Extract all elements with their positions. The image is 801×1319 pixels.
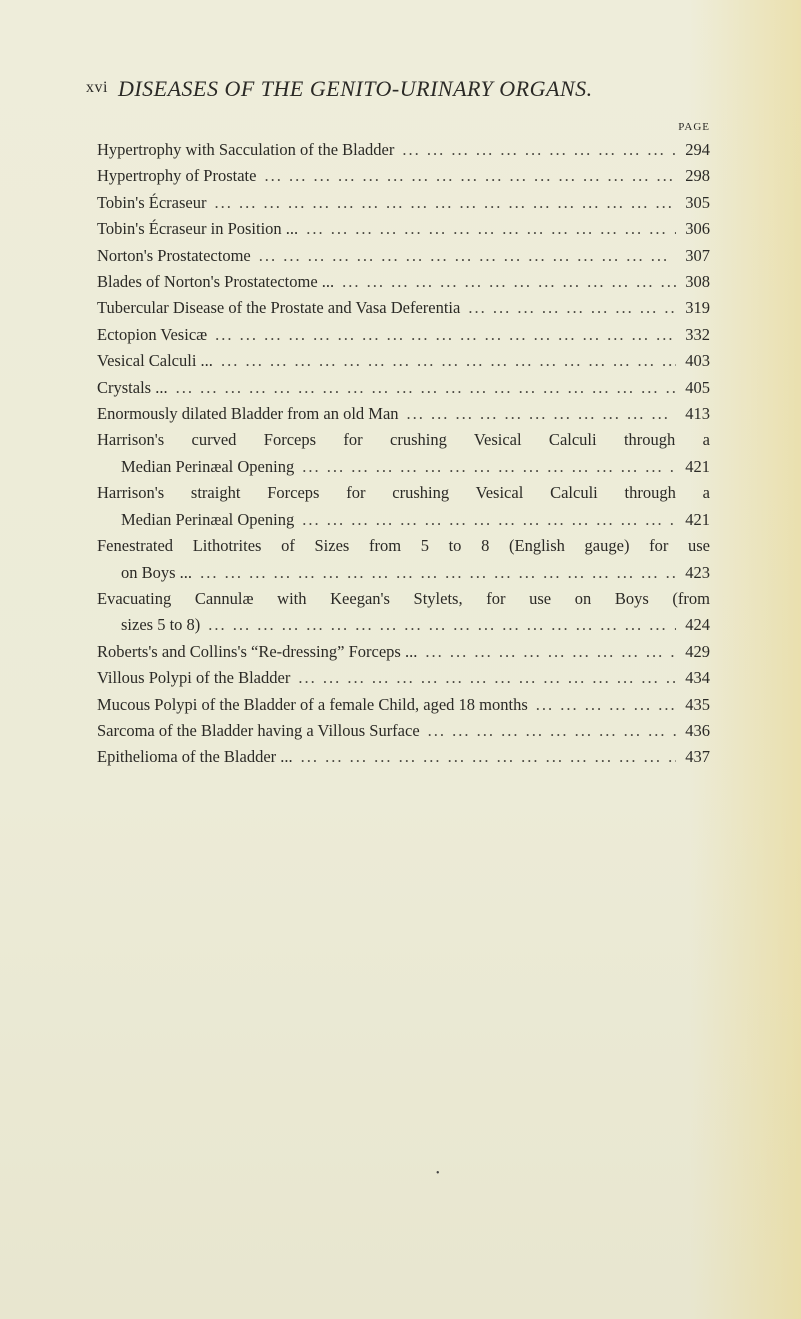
dot-leader <box>402 137 676 163</box>
dot-leader <box>259 243 676 269</box>
page-number: 437 <box>685 747 710 767</box>
page-number: 332 <box>685 324 710 344</box>
dot-leader <box>468 295 676 321</box>
dot-leader <box>301 744 676 770</box>
dot-leader <box>200 560 676 586</box>
list-item <box>97 480 710 533</box>
page-number: 429 <box>685 641 710 661</box>
page-title: DISEASES OF THE GENITO-URINARY ORGANS. <box>117 76 593 101</box>
dot-leader <box>536 692 676 718</box>
entry-title <box>97 216 710 242</box>
entry-text: Evacuating Cannulæ with Keegan's Stylets, for use on Boys (from <box>97 588 710 608</box>
entry-title <box>97 137 710 163</box>
list-item <box>97 163 710 189</box>
entry-title <box>97 243 710 269</box>
entry-text: Roberts's and Collins's “Re-dressing” Forceps ... <box>97 641 418 661</box>
entry-title <box>97 269 710 295</box>
entry-text: Fenestrated Lithotrites of Sizes from 5 to 8 (English gauge) for use <box>97 536 710 556</box>
entry-title <box>97 295 710 321</box>
entry-title <box>97 586 710 612</box>
list-item <box>97 216 710 242</box>
entry-text: sizes 5 to 8) <box>121 615 201 635</box>
entry-text: Enormously dilated Bladder from an old Man <box>97 404 399 424</box>
page-number: 319 <box>685 298 710 318</box>
dot-leader <box>342 269 676 295</box>
entry-title <box>97 427 710 453</box>
entry-title-continuation <box>97 507 710 533</box>
entry-title <box>97 190 710 216</box>
entry-text: Tobin's Écraseur in Position ... <box>97 219 299 239</box>
list-item <box>97 692 710 718</box>
list-item <box>97 322 710 348</box>
entry-text: Norton's Prostatectome <box>97 245 251 265</box>
entry-title <box>97 718 710 744</box>
page-number: 424 <box>685 615 710 635</box>
dot-leader <box>425 639 676 665</box>
list-item <box>97 348 710 374</box>
list-item <box>97 401 710 427</box>
page-number: 435 <box>685 694 710 714</box>
list-item <box>97 137 710 163</box>
list-item <box>97 269 710 295</box>
dot-leader <box>215 322 676 348</box>
list-item <box>97 375 710 401</box>
entry-title-continuation <box>97 560 710 586</box>
dot-leader <box>221 348 676 374</box>
entry-text: Tubercular Disease of the Prostate and Vasa Deferentia <box>97 298 461 318</box>
entry-text: Hypertrophy of Prostate <box>97 166 257 186</box>
dot-leader <box>298 665 676 691</box>
entry-title <box>97 163 710 189</box>
entry-title <box>97 639 710 665</box>
page-number: 403 <box>685 351 710 371</box>
entry-text: Crystals ... <box>97 377 168 397</box>
list-item <box>97 586 710 639</box>
entry-title-continuation <box>97 454 710 480</box>
entry-title <box>97 533 710 559</box>
entry-title <box>97 375 710 401</box>
page-number: 413 <box>685 404 710 424</box>
dot-leader <box>306 216 676 242</box>
page-numeral: xvi <box>86 79 108 96</box>
page-number: 421 <box>685 509 710 529</box>
entry-text: Vesical Calculi ... <box>97 351 213 371</box>
entry-text: Mucous Polypi of the Bladder of a female Child, aged 18 months <box>97 694 528 714</box>
entry-title <box>97 744 710 770</box>
page-column-label: PAGE <box>678 121 710 133</box>
list-item <box>97 718 710 744</box>
entry-text: Sarcoma of the Bladder having a Villous Surface <box>97 720 420 740</box>
running-header <box>86 76 593 102</box>
list-item <box>97 427 710 480</box>
page-number: 423 <box>685 562 710 582</box>
dot-leader <box>208 612 676 638</box>
entry-text: Hypertrophy with Sacculation of the Bladder <box>97 140 395 159</box>
entry-text: Harrison's curved Forceps for crushing Vesical Calculi through a <box>97 430 710 450</box>
entry-title <box>97 692 710 718</box>
entry-text: Median Perinæal Opening <box>121 509 295 529</box>
ink-speck: • <box>436 1168 440 1179</box>
list-item <box>97 295 710 321</box>
page-number: 294 <box>685 140 710 159</box>
list-item <box>97 639 710 665</box>
page-number: 405 <box>685 377 710 397</box>
page-number: 436 <box>685 720 710 740</box>
entry-text: on Boys ... <box>121 562 193 582</box>
entry-text: Median Perinæal Opening <box>121 456 295 476</box>
entry-title-continuation <box>97 612 710 638</box>
list-item <box>97 190 710 216</box>
list-item <box>97 665 710 691</box>
entry-title <box>97 322 710 348</box>
page-number: 307 <box>685 245 710 265</box>
illustrations-list <box>97 137 710 771</box>
entry-text: Tobin's Écraseur <box>97 192 207 212</box>
dot-leader <box>407 401 676 427</box>
entry-title <box>97 480 710 506</box>
dot-leader <box>215 190 677 216</box>
page-number: 306 <box>685 219 710 239</box>
entry-text: Blades of Norton's Prostatectome ... <box>97 272 335 292</box>
dot-leader <box>264 163 676 189</box>
list-item <box>97 744 710 770</box>
entry-text: Epithelioma of the Bladder ... <box>97 747 293 767</box>
list-item <box>97 533 710 586</box>
page-number: 434 <box>685 668 710 688</box>
page-number: 298 <box>685 166 710 186</box>
entry-title <box>97 665 710 691</box>
dot-leader <box>176 375 676 401</box>
entry-title <box>97 348 710 374</box>
page-number: 308 <box>685 272 710 292</box>
entry-text: Villous Polypi of the Bladder <box>97 668 291 688</box>
dot-leader <box>302 507 676 533</box>
entry-title <box>97 401 710 427</box>
page-number: 421 <box>685 456 710 476</box>
page-number: 305 <box>685 192 710 212</box>
list-item <box>97 243 710 269</box>
entry-text: Ectopion Vesicæ <box>97 324 208 344</box>
entry-text: Harrison's straight Forceps for crushing Vesical Calculi through a <box>97 483 710 503</box>
dot-leader <box>302 454 676 480</box>
dot-leader <box>428 718 676 744</box>
